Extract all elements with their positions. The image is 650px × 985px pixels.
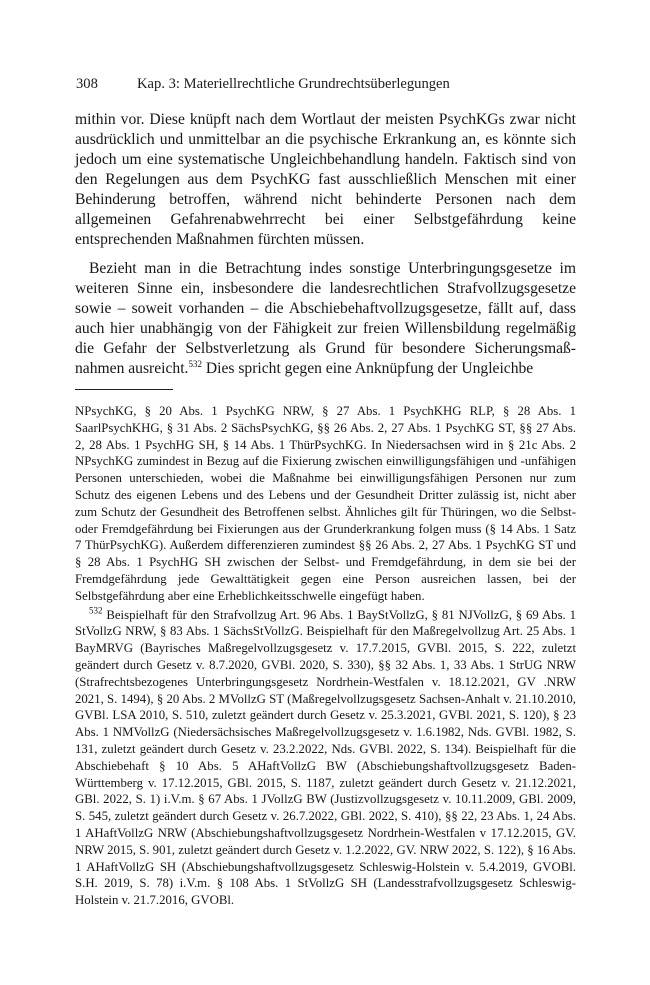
book-page xyxy=(75,74,576,909)
paragraph-2-text-start: Bezieht man in die Betrachtung indes sonstige Unterbringungsgesetze im weiteren Sinne ein, insbesondere die landesrechtlichen Strafvollzugsgesetze sowie – soweit vorhanden – die Abschiebehaftvollzugsgesetze, fällt auf, dass auch hier unabhängig von der Fähigkeit zur freien Willensbildung regelmäßig die Gefahr der Selbstverletzung als Grund für besondere Sicherungsmaßnahmen ausreicht. xyxy=(75,260,576,377)
footnote-reference-532: 532 xyxy=(188,358,202,369)
paragraph-2-text-end: Dies spricht gegen eine Anknüpfung der Ungleichbe xyxy=(201,360,534,377)
page-number: 308 xyxy=(76,76,98,92)
footnote-532 xyxy=(75,607,576,909)
running-head xyxy=(75,74,576,96)
main-text xyxy=(75,110,576,379)
chapter-title: Kap. 3: Materiellrechtliche Grundrechtsüberlegungen xyxy=(137,76,450,92)
body-paragraph-2 xyxy=(75,259,576,379)
footnotes xyxy=(75,403,576,909)
footnote-separator xyxy=(75,389,173,390)
body-paragraph-1: mithin vor. Diese knüpft nach dem Wortlaut der meisten PsychKGs zwar nicht ausdrücklich und unmittelbar an die psychische Erkrankung an, es könnte sich jedoch um eine systematische Ungleichbehandlung handeln. Faktisch sind von den Regelungen aus dem PsychKG fast ausschließlich Menschen mit einer Behinderung betroffen, während nicht behinderte Personen nach dem allgemeinen Gefahrenabwehrrecht bei einer Selbstgefährdung keine entsprechenden Maßnahmen fürchten müssen. xyxy=(75,111,576,248)
footnote-532-text: Beispielhaft für den Strafvollzug Art. 96 Abs. 1 BayStVollzG, § 81 NJVollzG, § 69 Abs. 1 StVollzG NRW, § 83 Abs. 1 SächsStVollzG. Beispielhaft für den Maßregelvollzug Art. 25 Abs. 1 BayMRVG (Bayrisches Maßregelvollzugsgesetz v. 17.7.2015, GVBl. 2015, S. 222, zuletzt geändert durch Gesetz v. 8.7.2020, GVBl. 2020, S. 330), §§ 32 Abs. 1, 33 Abs. 1 StrUG NRW (Strafrechtsbezogenes Unterbringungsgesetz Nordrhein-Westfalen v. 18.12.2021, GV .NRW 2021, S. 1494), § 20 Abs. 2 MVollzG ST (Maßregelvollzugsgesetz Sachsen-Anhalt v. 21.10.2010, GVBl. LSA 2010, S. 510, zuletzt geändert durch Gesetz v. 25.3.2021, GVBl. 2021, S. 120), § 23 Abs. 1 NMVollzG (Niedersächsisches Maßregelvollzugsgesetz v. 1.6.1982, Nds. GVBl. 1982, S. 131, zuletzt geändert durch Gesetz v. 23.2.2022, Nds. GVBl. 2022, S. 134). Beispielhaft für die Abschiebehaft § 10 Abs. 5 AHaftVollzG BW (Abschiebungshaftvollzugsgesetz Baden-Württemberg v. 17.12.2015, GBl. 2015, S. 1187, zuletzt geändert durch Gesetz v. 21.12.2021, GBl. 2022, S. 1) i.V.m. § 67 Abs. 1 JVollzG BW (Justizvollzugsgesetz v. 10.11.2009, GBl. 2009, S. 545, zuletzt geändert durch Gesetz v. 26.7.2022, GBl. 2022, S. 410), §§ 22, 23 Abs. 1, 24 Abs. 1 AHaftVollzG NRW (Abschiebungshaftvollzugsgesetz Nordrhein-Westfalen v 17.12.2015, GV. NRW 2015, S. 901, zuletzt geändert durch Gesetz v. 1.2.2022, GV. NRW 2022, S. 122), § 16 Abs. 1 AHaftVollzG SH (Abschiebungshaftvollzugsgesetz Schleswig-Holstein v. 5.4.2019, GVOBl. S.H. 2019, S. 78) i.V.m. § 108 Abs. 1 StVollzG SH (Landesstrafvollzugsgesetz Schleswig-Holstein v. 21.7.2016, GVOBl. xyxy=(75,607,576,908)
footnote-532-number: 532 xyxy=(89,605,103,616)
footnote-continuation: NPsychKG, § 20 Abs. 1 PsychKG NRW, § 27 Abs. 1 PsychKHG RLP, § 28 Abs. 1 SaarlPsychKHG, § 31 Abs. 2 SächsPsychKG, §§ 26 Abs. 2, 27 Abs. 1 PsychKG ST, §§ 27 Abs. 2, 28 Abs. 1 PsychHG SH, § 14 Abs. 1 ThürPsychKG. In Niedersachsen wird in § 21c Abs. 2 NPsychKG zumindest in Bezug auf die Fixierung zwischen einwilligungsfähigen und -unfähigen Personen unterschieden, wobei die Maßnahme bei einwilligungsfähigen Personen nur zum Schutz des eigenen Lebens und des Lebens und der Gesundheit Dritter zulässig ist, nicht aber zum Schutz der Gesundheit des Betroffenen selbst. Ähnliches gilt für Thüringen, wo die Selbst- oder Fremdgefährdung bei Fixierungen aus der Grunderkrankung folgen muss (§ 14 Abs. 1 Satz 7 ThürPsychKG). Außerdem differenzieren zumindest §§ 26 Abs. 2, 27 Abs. 1 PsychKG ST und § 28 Abs. 1 PsychHG SH zwischen der Selbst- und Fremdgefährdung, in dem sie bei der Fremdgefährdung jede Gewalttätigkeit gegen eine Person ausreichen lassen, bei der Selbstgefährdung aber eine Erheblichkeitsschwelle eingefügt haben. xyxy=(75,404,576,603)
